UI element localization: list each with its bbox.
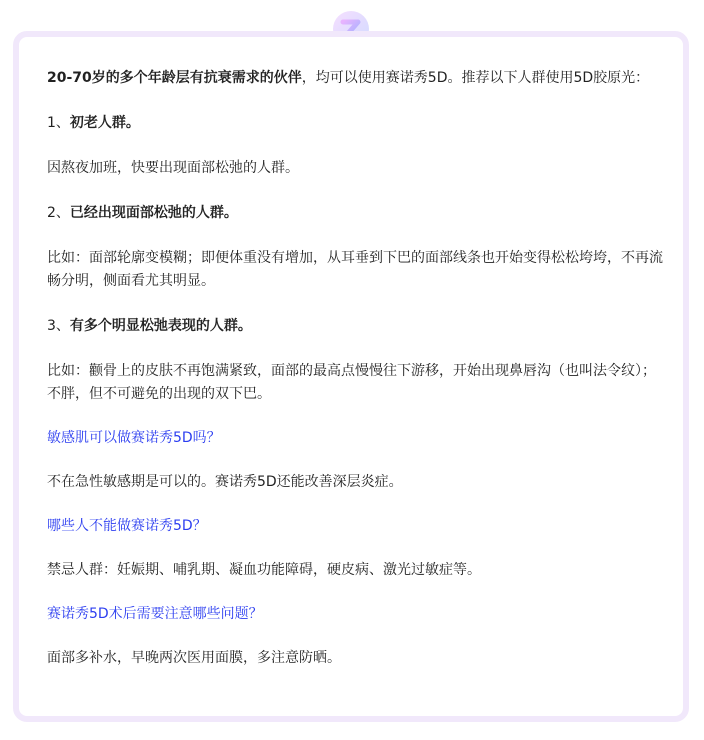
intro-paragraph bbox=[47, 67, 667, 90]
group-2-number: 2、 bbox=[47, 205, 70, 221]
group-1-title: 初老人群。 bbox=[69, 115, 140, 131]
group-3-body: 比如：颧骨上的皮肤不再饱满紧致，面部的最高点慢慢往下游移，开始出现鼻唇沟（也叫法令纹）；不胖，但不可避免的出现的双下巴。 bbox=[47, 363, 656, 402]
group-3-title: 有多个明显松弛表现的人群。 bbox=[69, 318, 252, 334]
faq-3-question: 赛诺秀5D术后需要注意哪些问题？ bbox=[47, 606, 263, 622]
faq-1-question: 敏感肌可以做赛诺秀5D吗？ bbox=[47, 430, 221, 446]
group-2-body: 比如：面部轮廓变模糊；即便体重没有增加，从耳垂到下巴的面部线条也开始变得松松垮垮，不再流畅分明，侧面看尤其明显。 bbox=[47, 250, 663, 289]
article-body bbox=[47, 67, 667, 670]
group-1-body: 因熬夜加班，快要出现面部松弛的人群。 bbox=[47, 160, 299, 176]
intro-rest: ，均可以使用赛诺秀5D。推荐以下人群使用5D胶原光： bbox=[301, 70, 650, 86]
faq-2-answer: 禁忌人群：妊娠期、哺乳期、凝血功能障碍，硬皮病、激光过敏症等。 bbox=[47, 562, 481, 578]
group-1-heading bbox=[47, 112, 667, 135]
group-2-heading bbox=[47, 202, 667, 225]
faq-2-question: 哪些人不能做赛诺秀5D？ bbox=[47, 518, 207, 534]
group-3-number: 3、 bbox=[47, 318, 70, 334]
group-1-number: 1、 bbox=[47, 115, 70, 131]
content-card bbox=[13, 31, 689, 722]
faq-3-answer: 面部多补水，早晚两次医用面膜，多注意防晒。 bbox=[47, 650, 341, 666]
intro-bold-lead: 20-70岁的多个年龄层有抗衰需求的伙伴 bbox=[47, 70, 302, 86]
faq-1-answer: 不在急性敏感期是可以的。赛诺秀5D还能改善深层炎症。 bbox=[47, 474, 403, 490]
group-2-title: 已经出现面部松弛的人群。 bbox=[69, 205, 238, 221]
group-3-heading bbox=[47, 315, 667, 338]
